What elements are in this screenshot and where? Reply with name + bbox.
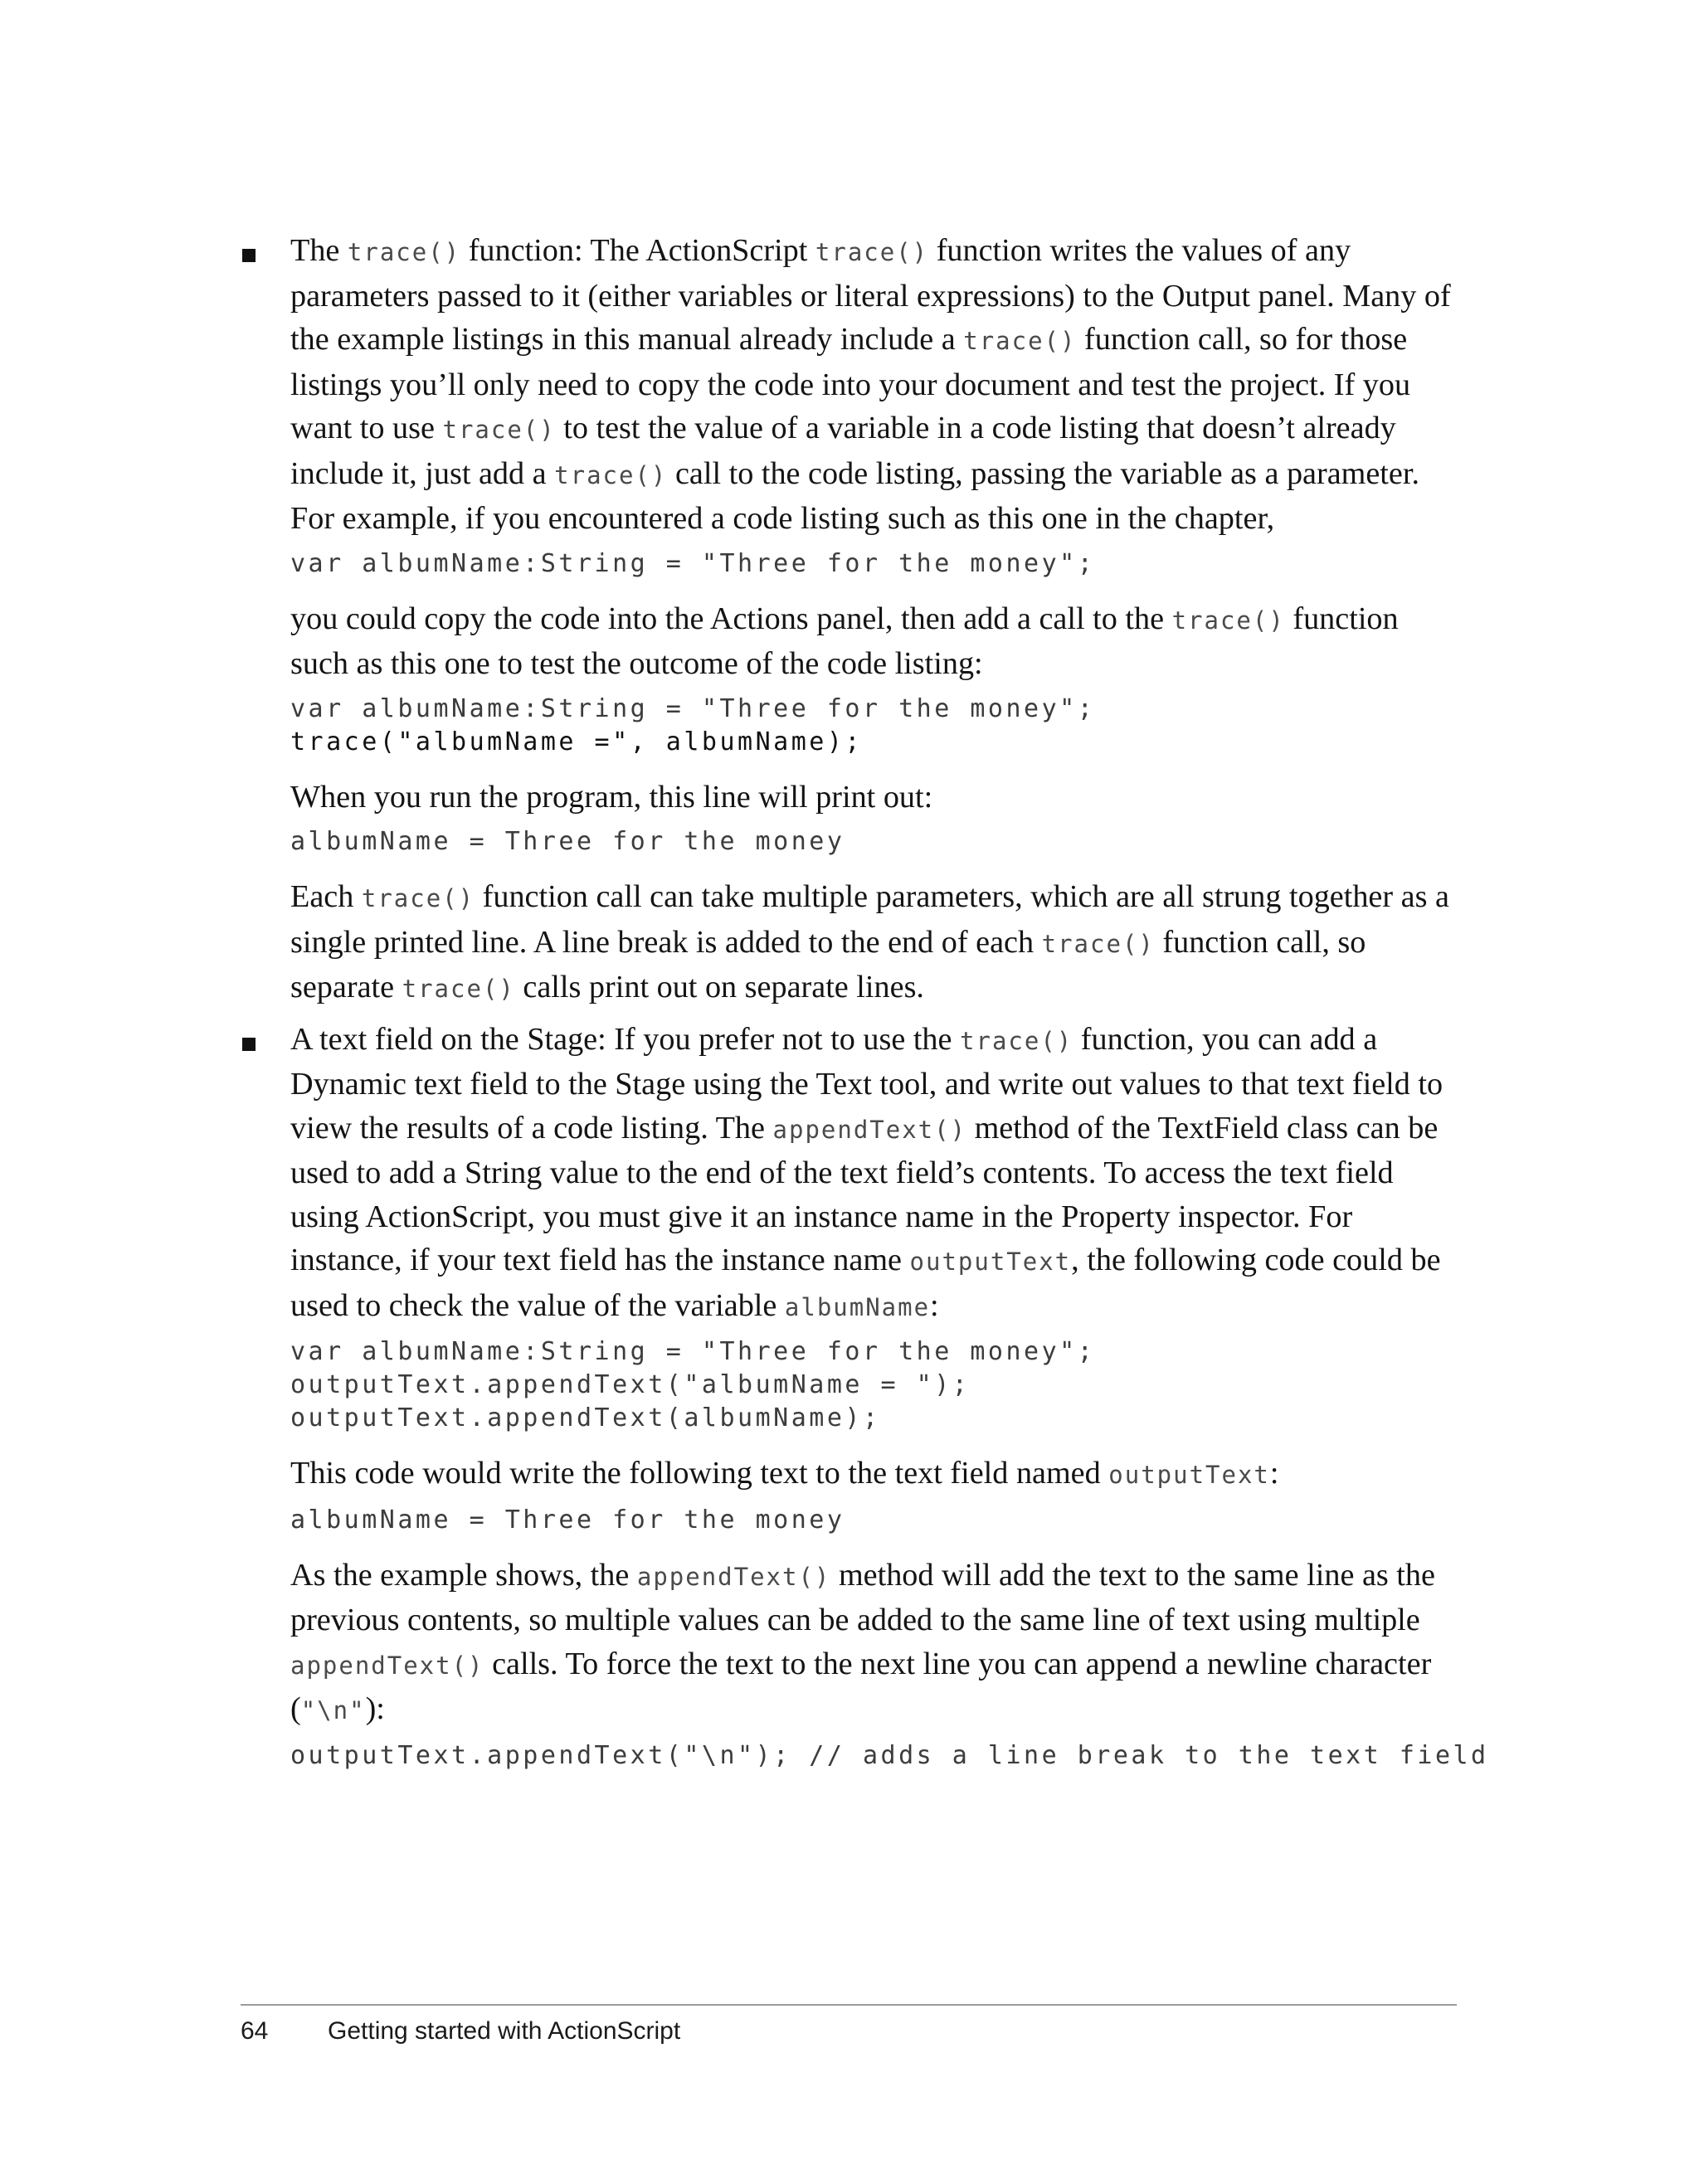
paragraph: When you run the program, this line will print out: (290, 779, 933, 815)
text-run: calls print out on separate lines. (514, 970, 924, 1004)
code-block (290, 1739, 1489, 1773)
code-block (290, 547, 1460, 581)
code-line: outputText.appendText("\n"); // adds a line break to the text field (290, 1740, 1489, 1770)
text-run: function call can take multiple parameters, which are all strung together as a single printed line. A line break is added to the end of each (290, 879, 1449, 960)
inline-code: appendText() (290, 1651, 484, 1680)
text-run: : (930, 1287, 939, 1323)
inline-code: trace() (442, 416, 556, 444)
text-run: function writes the values of any parameters passed to it (either variables or literal expressions) to the Output panel. Many of the example listings in this manual already include a (290, 233, 1451, 357)
bullet-square-icon (242, 249, 256, 262)
inline-code: trace() (1171, 606, 1285, 635)
inline-code: outputText (909, 1248, 1072, 1276)
text-run: you could copy the code into the Actions panel, then add a call to the (290, 601, 1172, 636)
paragraph (290, 229, 1460, 541)
text-run: function, you can add a Dynamic text field to the Stage using the Text tool, and write out values to that text field to view the results of a code listing. The (290, 1021, 1443, 1146)
inline-code: albumName (784, 1292, 931, 1321)
text-run: As the example shows, the (290, 1557, 637, 1593)
text-run: A text field on the Stage: If you prefer not to use the (290, 1021, 961, 1057)
code-line: var albumName:String = "Three for the money"; (290, 548, 1096, 578)
inline-code: trace() (1041, 929, 1155, 958)
inline-code: appendText() (772, 1115, 967, 1144)
text-run: function such as this one to test the outcome of the code listing: (290, 601, 1399, 681)
paragraph (290, 875, 1460, 1011)
code-line: var albumName:String = "Three for the money"; (290, 693, 1096, 723)
code-block (290, 1335, 1460, 1435)
inline-code: trace() (960, 1026, 1073, 1055)
code-block (290, 825, 1460, 859)
code-line: outputText.appendText(albumName); (290, 1403, 881, 1432)
text-run: This code would write the following text to the text field named (290, 1456, 1109, 1491)
inline-code: trace() (815, 238, 929, 266)
inline-code: trace() (402, 975, 515, 1003)
chapter-title: Getting started with ActionScript (328, 2017, 681, 2045)
page-number: 64 (241, 2017, 269, 2045)
text-run: call to the code listing, passing the variable as a parameter. For example, if you encountered a code listing such as this one in the chapter, (290, 455, 1420, 536)
code-line: var albumName:String = "Three for the money"; (290, 1337, 1096, 1366)
code-line: trace("albumName =", albumName); (290, 727, 863, 756)
text-run: function call, so separate (290, 924, 1366, 1004)
page-footer (241, 2017, 680, 2045)
inline-code: outputText (1108, 1461, 1270, 1489)
inline-code: trace() (361, 884, 475, 912)
code-line: albumName = Three for the money (290, 1505, 845, 1535)
inline-code: trace() (347, 238, 461, 266)
code-block (290, 693, 1460, 759)
text-run: function call, so for those listings you’ll only need to copy the code into your document and test the project. If you want to use (290, 322, 1411, 445)
text-run: function: The ActionScript (460, 233, 815, 268)
bullet-square-icon (242, 1038, 256, 1051)
text-run: to test the value of a variable in a code listing that doesn’t already include it, just add a (290, 411, 1396, 491)
inline-code: trace() (554, 460, 668, 489)
text-run: , the following code could be used to check the value of the variable (290, 1243, 1441, 1323)
text-run: calls. To force the text to the next line you can append a newline character ( (290, 1646, 1432, 1726)
bullet-item-text-field (241, 1018, 1489, 1773)
paragraph (290, 1554, 1460, 1733)
paragraph (290, 1018, 1460, 1330)
code-line: outputText.appendText("albumName = "); (290, 1370, 971, 1399)
text-run: method of the TextField class can be used to add a String value to the end of the text field’s contents. To access the text field using ActionScript, you must give it an instance name in the Property inspector. For instance, if your text field has the instance name (290, 1110, 1439, 1277)
paragraph (290, 1452, 1460, 1497)
bullet-item-trace-function (241, 229, 1460, 1011)
paragraph (290, 597, 1460, 686)
footer-divider (241, 2004, 1457, 2006)
code-block (290, 1504, 1460, 1537)
text-run: method will add the text to the same line as the previous contents, so multiple values can be added to the same line of text using multiple (290, 1557, 1435, 1637)
page-content (241, 229, 1489, 1773)
text-run: ): (365, 1691, 385, 1726)
text-run: : (1269, 1456, 1279, 1491)
text-run: The (290, 233, 348, 268)
inline-code: "\n" (300, 1696, 366, 1724)
code-line: albumName = Three for the money (290, 827, 845, 856)
inline-code: trace() (963, 327, 1077, 355)
inline-code: appendText() (636, 1562, 831, 1591)
text-run: Each (290, 879, 362, 914)
